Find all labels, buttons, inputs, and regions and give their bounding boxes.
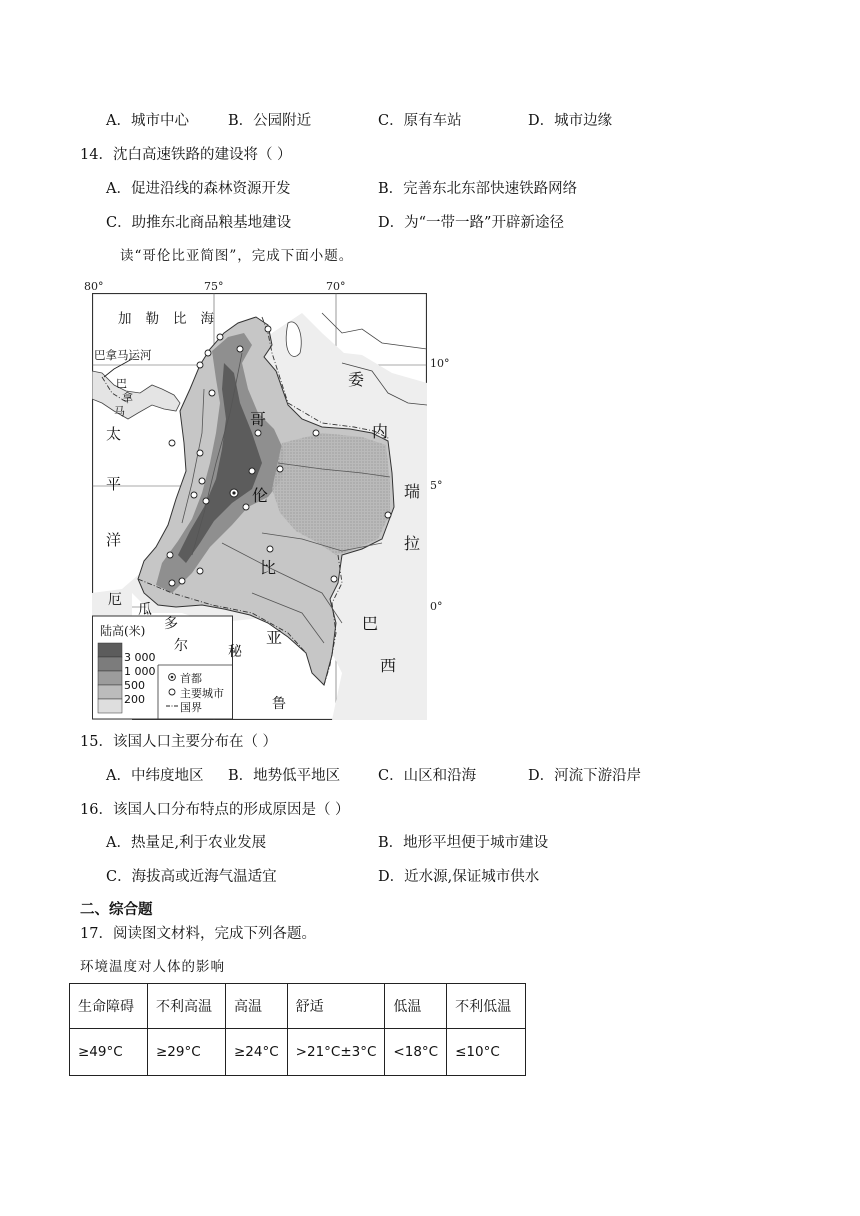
q15-option-b: B．地势低平地区 xyxy=(228,768,341,784)
ecuador-char-2: 瓜 xyxy=(138,602,153,618)
caribbean-sea-label: 加勒比海 xyxy=(118,311,228,327)
q16-stem: 16．该国人口分布特点的形成原因是（ ） xyxy=(80,802,350,818)
colombia-map xyxy=(92,293,427,720)
table-header-cell: 高温 xyxy=(226,984,288,1029)
q15-stem: 15．该国人口主要分布在（ ） xyxy=(80,734,278,750)
q16-option-c: C．海拔高或近海气温适宜 xyxy=(106,869,277,885)
table-header-cell: 不利高温 xyxy=(148,984,226,1029)
colombia-char-1: 哥 xyxy=(250,410,268,429)
panama-char-3: 马 xyxy=(114,405,125,418)
q13-option-a: A．城市中心 xyxy=(106,113,189,129)
legend-capital: 首都 xyxy=(180,672,202,685)
lat-label-10: 10° xyxy=(430,357,450,370)
table-row xyxy=(70,1029,526,1076)
brazil-char-1: 巴 xyxy=(362,614,380,633)
lon-label-70: 70° xyxy=(326,280,346,293)
q14-option-a: A．促进沿线的森林资源开发 xyxy=(106,181,291,197)
table-cell: ≤10°C xyxy=(447,1029,526,1076)
table-header-cell: 不利低温 xyxy=(447,984,526,1029)
colombia-char-3: 比 xyxy=(260,558,278,577)
ecuador-char-3: 多 xyxy=(164,616,179,632)
q15-option-d: D．河流下游沿岸 xyxy=(528,768,642,784)
legend-title: 陆高(米) xyxy=(100,624,146,638)
ecuador-char-4: 尔 xyxy=(174,638,189,654)
q16-option-b: B．地形平坦便于城市建设 xyxy=(378,835,549,851)
colombia-char-2: 伦 xyxy=(252,486,270,505)
brazil-char-2: 西 xyxy=(380,656,398,675)
venezuela-char-1: 委 xyxy=(348,370,366,389)
q13-option-d: D．城市边缘 xyxy=(528,113,613,129)
legend-city: 主要城市 xyxy=(180,687,224,700)
venezuela-char-2: 内 xyxy=(372,422,390,441)
table-cell: ≥24°C xyxy=(226,1029,288,1076)
pacific-char-2: 平 xyxy=(106,475,123,493)
q16-option-a: A．热量足,利于农业发展 xyxy=(106,835,267,851)
lat-label-5: 5° xyxy=(430,479,443,492)
table-cell: <18°C xyxy=(385,1029,447,1076)
table-header-cell: 低温 xyxy=(385,984,447,1029)
pacific-char-1: 太 xyxy=(106,425,123,443)
legend-level-200: 200 xyxy=(124,693,145,706)
lon-label-80: 80° xyxy=(84,280,104,293)
map-intro: 读“哥伦比亚简图”，完成下面小题。 xyxy=(120,248,354,264)
table-caption: 环境温度对人体的影响 xyxy=(80,959,225,975)
table-header-row xyxy=(70,984,526,1029)
q14-option-c: C．助推东北商品粮基地建设 xyxy=(106,215,292,231)
q14-option-b: B．完善东北东部快速铁路网络 xyxy=(378,181,578,197)
q15-option-c: C．山区和沿海 xyxy=(378,768,477,784)
table-header-cell: 生命障碍 xyxy=(70,984,148,1029)
peru-char-1: 秘 xyxy=(228,644,243,660)
panama-char-2: 拿 xyxy=(122,391,133,404)
q15-option-a: A．中纬度地区 xyxy=(106,768,204,784)
table-cell: ≥29°C xyxy=(148,1029,226,1076)
ecuador-char-1: 厄 xyxy=(108,592,123,608)
panama-canal-label: 巴拿马运河 xyxy=(94,348,152,362)
colombia-char-4: 亚 xyxy=(266,628,284,647)
pacific-char-3: 洋 xyxy=(106,531,123,549)
legend-level-500: 500 xyxy=(124,679,145,692)
legend-level-3000: 3 000 xyxy=(124,651,156,664)
lon-label-75: 75° xyxy=(204,280,224,293)
venezuela-char-4: 拉 xyxy=(404,534,422,553)
q14-stem: 14．沈白高速铁路的建设将（ ） xyxy=(80,147,292,163)
table-cell: >21°C±3°C xyxy=(287,1029,385,1076)
legend-border: 国界 xyxy=(180,701,202,714)
q17-stem: 17．阅读图文材料，完成下列各题。 xyxy=(80,926,316,942)
q16-option-d: D．近水源,保证城市供水 xyxy=(378,869,540,885)
venezuela-char-3: 瑞 xyxy=(404,482,422,501)
section-heading: 二、综合题 xyxy=(80,902,153,918)
q13-option-b: B．公园附近 xyxy=(228,113,312,129)
panama-char-1: 巴 xyxy=(116,377,127,390)
temperature-table xyxy=(69,983,526,1076)
legend-level-1000: 1 000 xyxy=(124,665,156,678)
peru-char-2: 鲁 xyxy=(272,696,287,712)
table-header-cell: 舒适 xyxy=(287,984,385,1029)
q14-option-d: D．为“一带一路”开辟新途径 xyxy=(378,215,564,231)
capital-marker xyxy=(230,489,238,497)
q13-option-c: C．原有车站 xyxy=(378,113,462,129)
lat-label-0: 0° xyxy=(430,600,443,613)
table-cell: ≥49°C xyxy=(70,1029,148,1076)
